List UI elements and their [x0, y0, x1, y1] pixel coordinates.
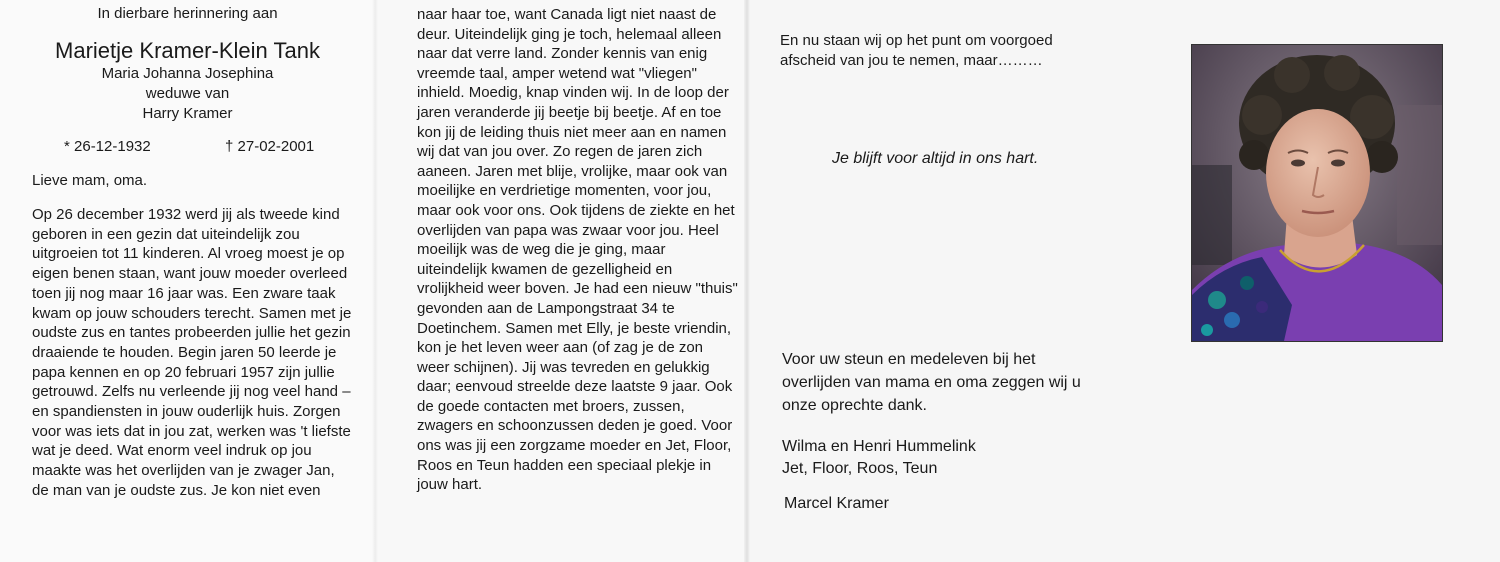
text-line: Doetinchem. Samen met Elly, je beste vriendin,	[417, 319, 732, 337]
family-signature: Marcel Kramer	[784, 495, 889, 512]
full-given-names: Maria Johanna Josephina	[101, 65, 274, 82]
text-line: maakte was het overlijden van je zwager Jan,	[32, 462, 335, 480]
family-signature: Wilma en Henri Hummelink	[782, 438, 976, 455]
text-line: naar dat verre land. Zonder kennis van enig	[417, 45, 708, 63]
text-line: weer schijnen). Jij was tevreden en gelukkig	[417, 358, 710, 376]
text-line: eigen benen staan, want jouw moeder overleed	[32, 265, 348, 283]
text-line: Voor uw steun en medeleven bij het	[782, 351, 1036, 368]
husband-name: Harry Kramer	[142, 105, 233, 122]
text-line: draaiende te houden. Begin jaren 50 leerde je	[32, 343, 337, 361]
text-line: jouw hart.	[417, 476, 483, 494]
text-line: jaren veranderde jij beetje bij beetje. Af en toe	[417, 103, 722, 121]
text-line: wat je deed. Wat enorm veel indruk op jou	[32, 442, 312, 460]
text-line: uitgroeien tot 11 kinderen. Al vroeg moest je op	[32, 245, 345, 263]
text-line: onze oprechte dank.	[782, 397, 927, 414]
text-line: kwam op jouw schouders terecht. Samen met je	[32, 304, 352, 322]
text-line: vrolijkheid weer boven. Je had een nieuw "thuis"	[417, 280, 738, 298]
text-line: moeilijk was de weg die je ging, maar	[417, 241, 666, 259]
text-line: de goede contacten met broers, zussen,	[417, 397, 685, 415]
text-line: zwagers en schoonzussen deden je goed. Voor	[417, 417, 733, 435]
text-line: afscheid van jou te nemen, maar………	[780, 52, 1043, 69]
salutation: Lieve mam, oma.	[32, 172, 148, 189]
widow-of-text: weduwe van	[145, 85, 230, 102]
text-line: overlijden van papa was zwaar voor jou. Heel	[417, 221, 719, 239]
text-line: naar haar toe, want Canada ligt niet naast de	[417, 6, 717, 23]
intro-text: In dierbare herinnering aan	[97, 5, 278, 22]
text-line: aaneen. Jaren met blije, vrolijke, maar ook van	[417, 162, 728, 180]
text-line: Op 26 december 1932 werd jij als tweede kind	[32, 206, 340, 223]
farewell-text	[780, 31, 1053, 71]
text-line: kon jij de leiding thuis niet meer aan en namen	[417, 123, 727, 141]
memorial-text-column-1	[32, 205, 351, 501]
portrait-illustration	[1192, 45, 1442, 341]
text-line: en spandiensten in jouw ouderlijk huis. Zorgen	[32, 403, 341, 421]
portrait-photo	[1191, 44, 1443, 342]
text-line: geboren in een gezin dat uiteindelijk zou	[32, 225, 300, 243]
thank-you-text	[782, 348, 1081, 417]
text-line: inhield. Moedig, knap vinden wij. In de loop der	[417, 84, 729, 102]
death-date: † 27-02-2001	[225, 138, 315, 155]
text-line: voor was iets dat in jou zat, werken was 't liefste	[32, 422, 351, 440]
text-line: deur. Uiteindelijk ging je toch, helemaal alleen	[417, 25, 722, 43]
text-line: uiteindelijk kwamen de gezelligheid en	[417, 260, 673, 278]
text-line: vreemde taal, amper wetend wat "vliegen"	[417, 64, 697, 82]
text-line: Roos en Teun hadden een speciaal plekje in	[417, 456, 712, 474]
deceased-name: Marietje Kramer-Klein Tank	[55, 38, 320, 63]
memorial-text-column-2	[417, 5, 738, 495]
text-line: getrouwd. Zelfs nu verleende jij nog veel hand –	[32, 383, 351, 401]
text-line: gevonden aan de Lampongstraat 34 te	[417, 299, 675, 317]
text-line: kon je het leven weer aan (of zag je de zon	[417, 339, 704, 357]
text-line: de man van je oudste zus. Je kon niet even	[32, 481, 321, 499]
family-signature: Jet, Floor, Roos, Teun	[782, 460, 938, 477]
text-line: wij dat van jou over. Zo regen de jaren zich	[417, 143, 703, 161]
text-line: moeilijke en verdrietige momenten, voor jou,	[417, 182, 712, 200]
text-line: maar ook voor ons. Ook tijdens de ziekte en het	[417, 201, 735, 219]
text-line: oudste zus en tantes probeerden jullie het gezin	[32, 324, 351, 342]
text-line: toen jij nog maar 16 jaar was. Een zware taak	[32, 284, 336, 302]
fold-line	[744, 0, 750, 562]
text-line: overlijden van mama en oma zeggen wij u	[782, 374, 1081, 391]
birth-date: * 26-12-1932	[64, 138, 151, 155]
memorial-quote: Je blijft voor altijd in ons hart.	[832, 150, 1039, 167]
text-line: ons was jij een zorgzame moeder en Jet, Floor,	[417, 437, 732, 455]
text-line: En nu staan wij op het punt om voorgoed	[780, 32, 1053, 49]
text-line: daar; eenvoud streelde deze laatste 9 jaar. Ook	[417, 378, 733, 396]
text-line: papa kennen en op 20 februari 1957 zijn jullie	[32, 363, 335, 381]
